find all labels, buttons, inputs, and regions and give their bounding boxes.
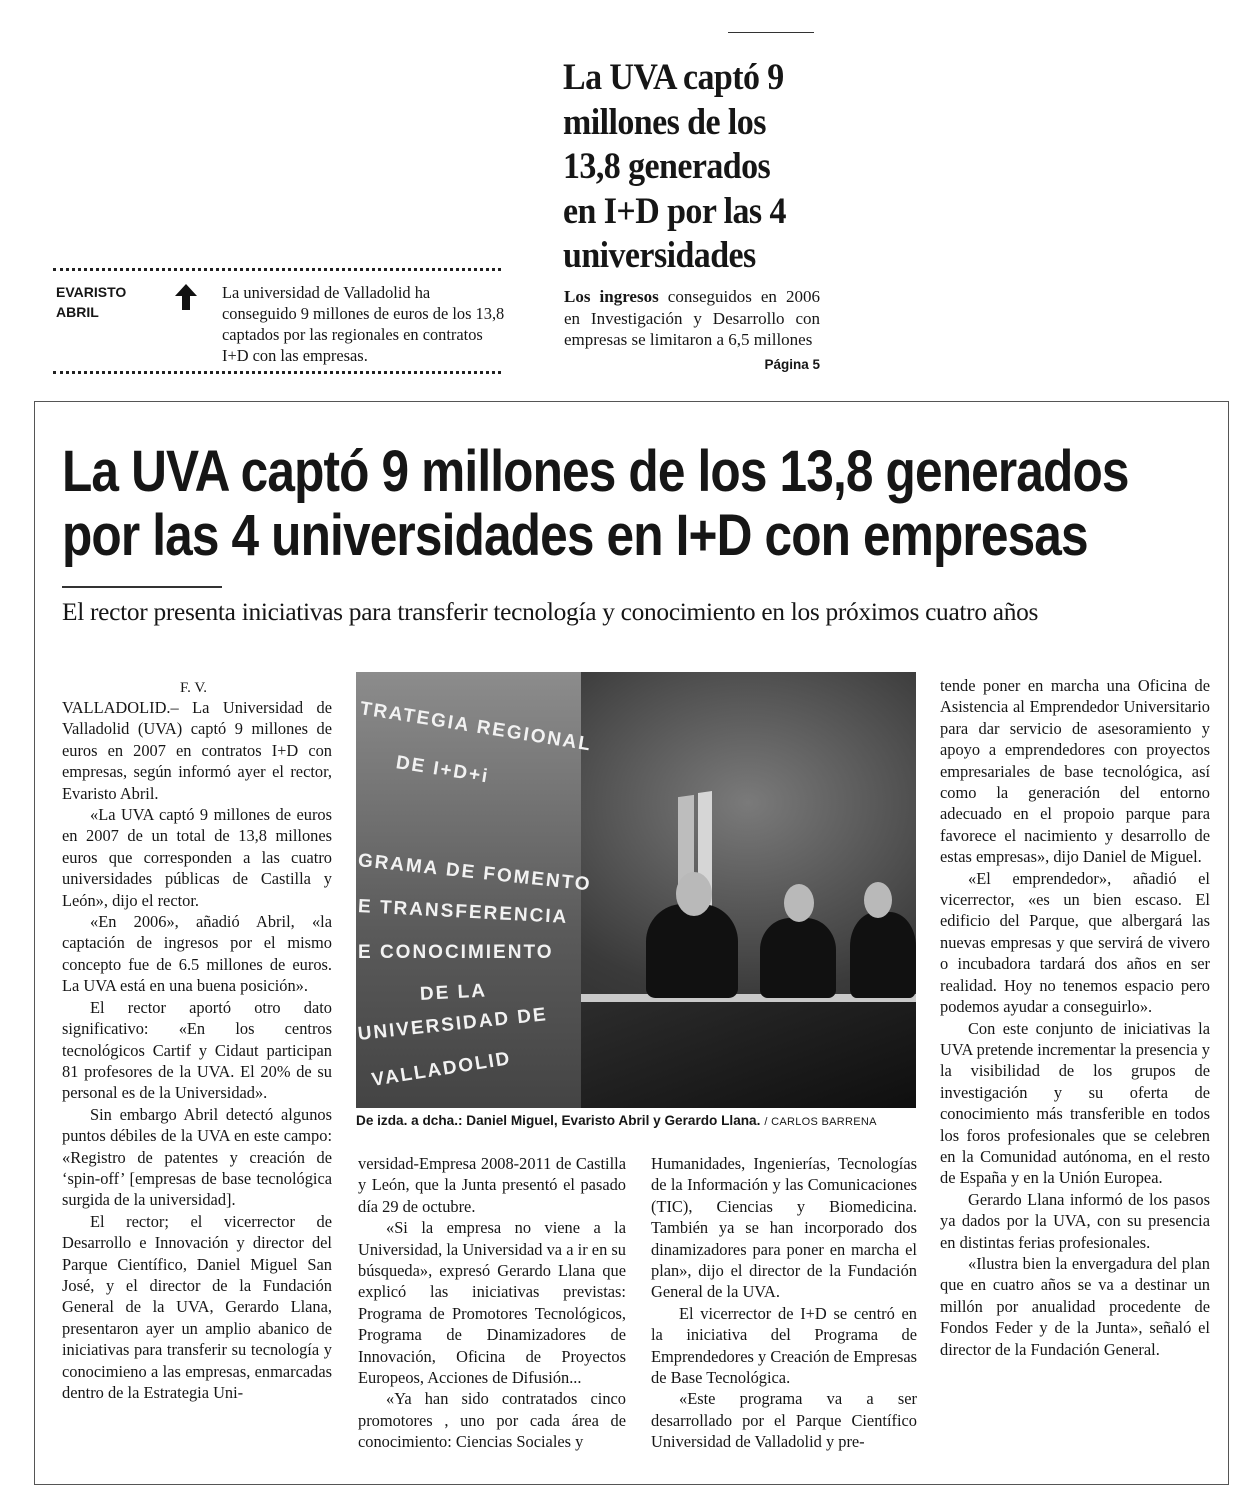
teaser-headline: La UVA captó 9 millones de los 13,8 generados en I+D por las 4 universidades [563,56,786,275]
banner-line: DE LA [419,980,488,1005]
main-headline-line-1: La UVA captó 9 millones de los 13,8 generados [62,439,1129,504]
paragraph: «Este programa va a ser desarrollado por el Parque Científico Universidad de Valladolid y pre- [651,1389,917,1452]
photo-caption [356,1112,956,1130]
person-head [784,884,814,922]
banner-line: GRAMA DE FOMENTO [356,850,593,896]
paragraph: «En 2006», añadió Abril, «la captación de ingresos por el mismo concepto fue de 6.5 millones de euros. La UVA está en una buena posición». [62,912,332,996]
person-head [676,872,712,916]
byline: F. V. [180,680,208,696]
paragraph: tende poner en marcha una Oficina de Asistencia al Emprendedor Universitario para dar servicio de asesoramiento y apoyo a emprendedores con proyectos empresariales de base tecnológica, así como la generación del entorno adecuado en el propoio parque para favorece el nacimiento y desarrollo de estas empresas», dijo Daniel de Miguel. [940,676,1210,867]
article-column-4 [940,675,1210,1360]
caption-credit: / CARLOS BARRENA [764,1116,877,1128]
article-column-1 [62,697,332,1403]
upbox-name: EVARISTO ABRIL [56,284,127,320]
paragraph: El rector; el vicerrector de Desarrollo e Innovación y director del Parque Científico, Daniel Miguel San José, y el director de la Fundación General de la UVA, Gerardo Llana, presentaron ayer un amplio abanico de iniciativas para transferir su tecnología y conocimieno a las empresas, enmarcadas dentro de la Estrategia Uni- [62,1211,332,1402]
teaser-summary-bold: Los ingresos [564,287,659,306]
paragraph: Humanidades, Ingenierías, Tecnologías de la Información y las Comunicaciones (TIC), Ciencias y Biomedicina. También ya se han incorporado dos dinamizadores para poner en marcha el plan», dijo el director de la Fundación General de la UVA. [651,1154,917,1302]
upbox-text: La universidad de Valladolid ha conseguido 9 millones de euros de los 13,8 captados por las regionales en contratos I+D con las empresas. [222,283,505,365]
paragraph: VALLADOLID.– La Universidad de Valladolid (UVA) captó 9 millones de euros en 2007 en contratos I+D con empresas, según informó ayer el rector, Evaristo Abril. [62,698,332,803]
caption-text: De izda. a dcha.: Daniel Miguel, Evaristo Abril y Gerardo Llana. [356,1113,761,1128]
paragraph: El vicerrector de I+D se centró en la iniciativa del Programa de Emprendedores y Creación de Empresas de Base Tecnológica. [651,1303,917,1388]
paragraph: versidad-Empresa 2008-2011 de Castilla y León, que la Junta presentó el pasado día 29 de octubre. [358,1154,626,1216]
person-head [864,882,892,918]
upbox-bottom-dots [53,371,501,374]
banner-line: UNIVERSIDAD DE [356,1004,549,1045]
teaser-summary-text: conseguidos en 2006 en Investigación y Desarrollo con empresas se limitaron a 6,5 millones [564,287,820,349]
paragraph: «Ilustra bien la envergadura del plan que en cuatro años se va a destinar un millón por anualidad procedente de Fondos Feder y de la Junta», señaló el director de la Fundación General. [940,1253,1210,1359]
teaser-page-ref: Página 5 [764,356,820,372]
banner-line: VALLADOLID [370,1048,513,1091]
article-column-2 [358,1153,626,1453]
person [760,918,836,998]
paragraph: Con este conjunto de iniciativas la UVA pretende incrementar la presencia y la visibilidad de los grupos de investigación y su oferta de conocimiento más transferible en todos los foros profesionales que se celebren en la Comunidad autónoma, en el resto de España y en la Unión Europea. [940,1018,1210,1188]
main-headline-line-2: por las 4 universidades en I+D con empresas [62,503,1088,568]
paragraph: Sin embargo Abril detectó algunos puntos débiles de la UVA en este campo: «Registro de patentes y creación de ‘spin-off’ [empresas de base tecnológica surgida de la universidad]. [62,1104,332,1210]
banner-line: TRATEGIA REGIONAL [358,698,594,756]
paragraph: El rector aportó otro dato significativo: «En los centros tecnológicos Cartif y Cidaut participan 81 profesores de la UVA. El 20% de su personal es de la Universidad». [62,997,332,1103]
paragraph: Gerardo Llana informó de los pasos ya dados por la UVA, con su presencia en distintas ferias profesionales. [940,1189,1210,1252]
banner-line: DE I+D+i [394,752,491,788]
teaser-summary [564,286,820,375]
table [581,1002,916,1108]
up-arrow-icon [175,284,197,310]
paragraph: «Si la empresa no viene a la Universidad, la Universidad va a ir en su búsqueda», expresó Gerardo Llana que explicó las iniciativas previstas: Programa de Promotores Tecnológicos, Programa de Dinamizadores de Innovación, Oficina de Proyectos Europeos, Acciones de Difusión... [358,1218,626,1388]
banner-line: E TRANSFERENCIA [357,896,569,929]
subhead: El rector presenta iniciativas para transferir tecnología y conocimiento en los próximos cuatro años [62,598,1039,626]
banner-line: E CONOCIMIENTO [358,942,554,963]
paragraph: «La UVA captó 9 millones de euros en 2007 de un total de 13,8 millones euros que corresponden a las cuatro universidades públicas de Castilla y León», dijo el rector. [62,805,332,910]
upbox-top-dots [53,268,501,271]
paragraph: «Ya han sido contratados cinco promotores , uno por cada área de conocimiento: Ciencias Sociales y [358,1389,626,1452]
article-column-3 [651,1153,917,1453]
person [850,912,916,998]
top-rule [728,32,814,33]
press-photo [356,672,916,1108]
headline-rule [62,586,222,588]
person [646,904,738,998]
main-headline [62,440,1232,568]
paragraph: «El emprendedor», añadió el vicerrector, «es un bien escaso. El edificio del Parque, que albergará las nuevas empresas y que servirá de vivero o incubadora tardará dos años en ser realidad. Hoy no tenemos espacio pero podemos ayudar a conseguirlo». [940,868,1210,1017]
